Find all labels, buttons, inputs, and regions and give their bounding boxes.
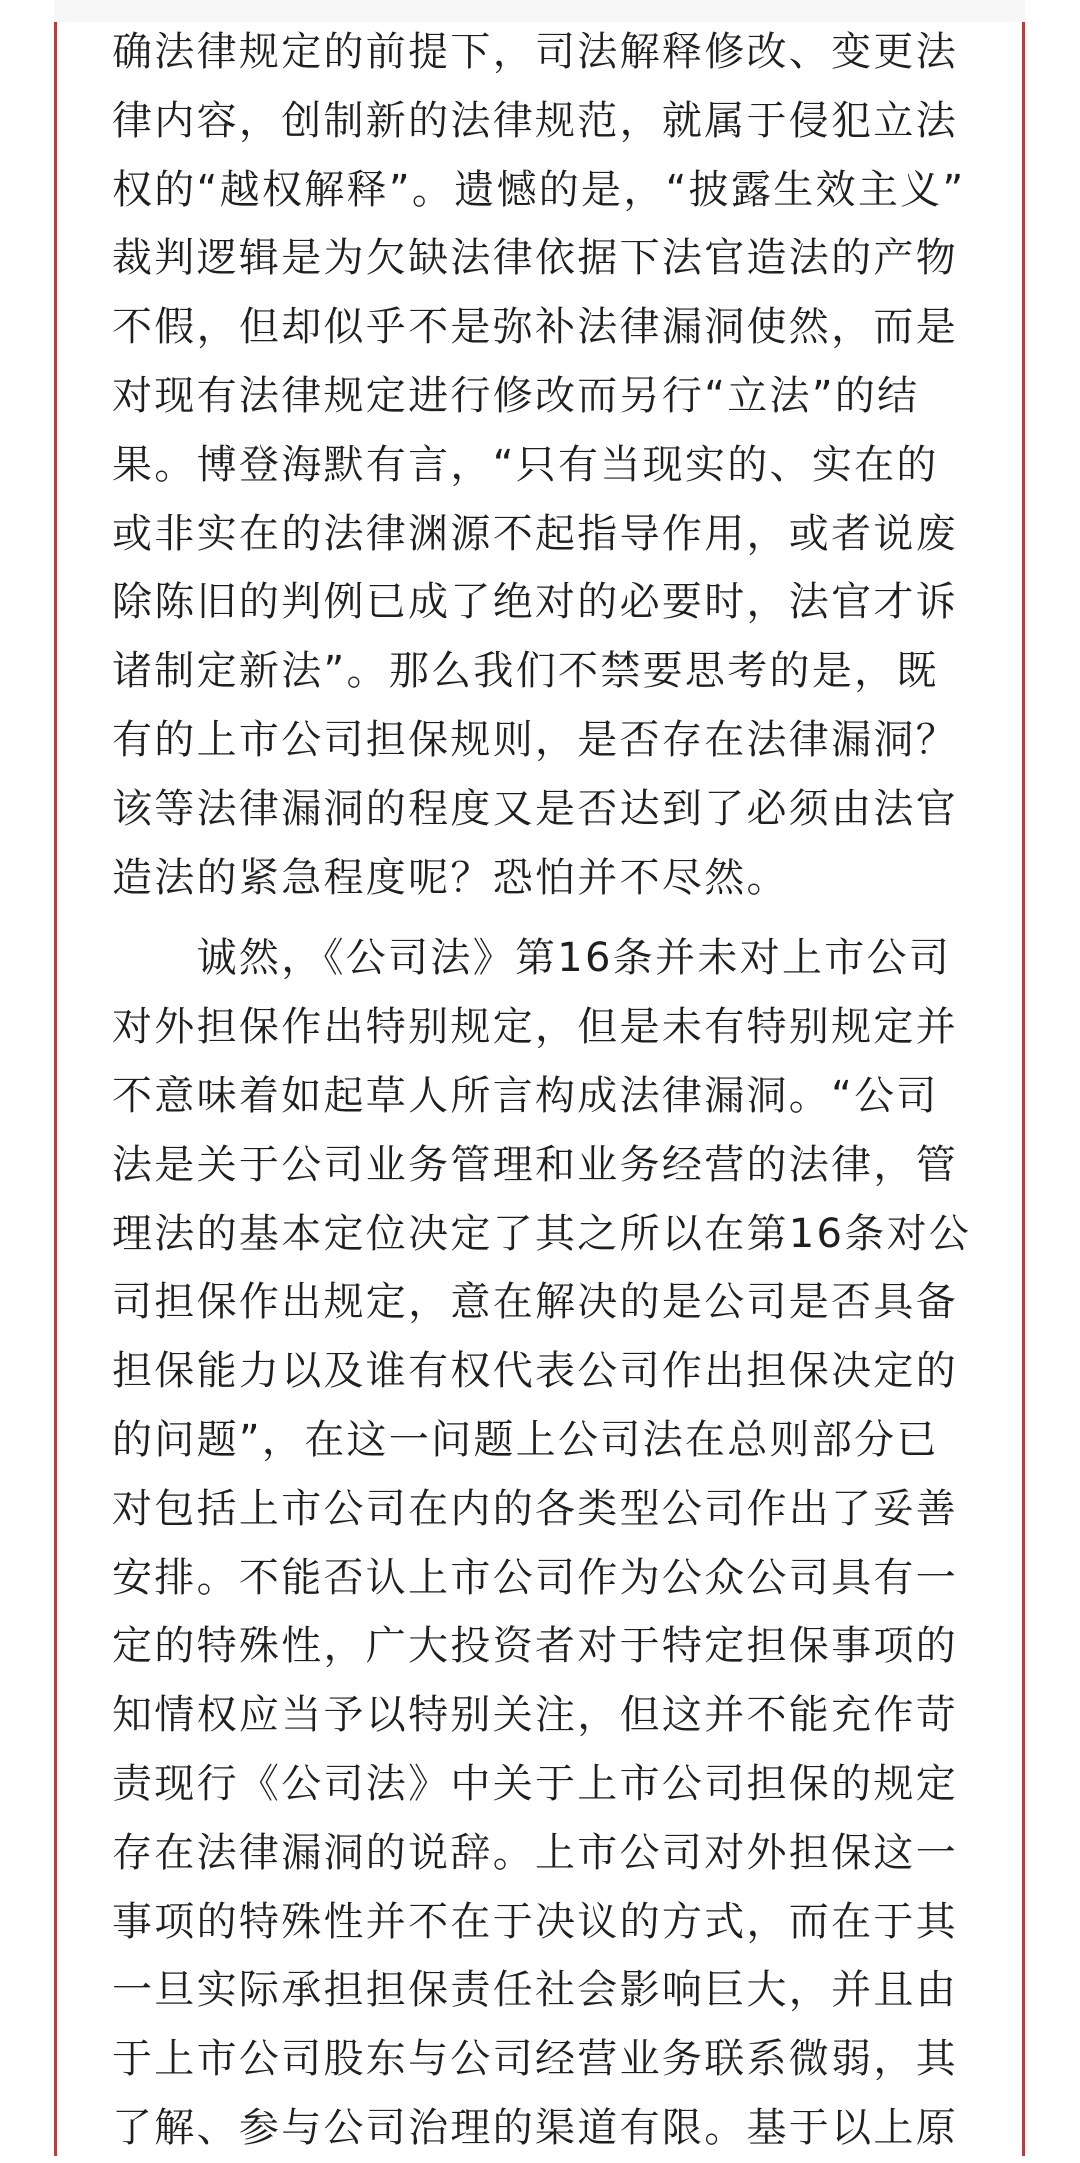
text-line: 对外担保作出特别规定，但是未有特别规定并 — [112, 1004, 958, 1051]
text-line: 该等法律漏洞的程度又是否达到了必须由法官 — [112, 785, 958, 832]
paragraph-gap — [112, 912, 972, 924]
text-line: 于上市公司股东与公司经营业务联系微弱，其 — [112, 2036, 958, 2083]
text-line: 裁判逻辑是为欠缺法律依据下法官造法的产物 — [112, 235, 958, 282]
text-line: 担保能力以及谁有权代表公司作出担保决定的 — [112, 1348, 958, 1395]
paragraph-start-line: 诚然，《公司法》第16条并未对上市公司 — [112, 935, 952, 982]
article-body — [112, 18, 972, 2163]
text-line: 知情权应当予以特别关注，但这并不能充作苛 — [112, 1692, 958, 1739]
text-line: 不意味着如起草人所言构成法律漏洞。“公司 — [112, 1072, 939, 1119]
left-border-rule — [54, 22, 57, 2156]
text-line: 果。博登海默有言，“只有当现实的、实在的 — [112, 441, 939, 488]
text-line: 权的“越权解释”。遗憾的是，“披露生效主义” — [112, 166, 966, 213]
text-line: 的问题”，在这一问题上公司法在总则部分已 — [112, 1416, 939, 1463]
text-line: 司担保作出规定，意在解决的是公司是否具备 — [112, 1279, 958, 1326]
text-line: 对现有法律规定进行修改而另行“立法”的结 — [112, 372, 920, 419]
text-line: 有的上市公司担保规则，是否存在法律漏洞？ — [112, 716, 958, 763]
text-line: 不假，但却似乎不是弥补法律漏洞使然，而是 — [112, 304, 958, 351]
text-line: 存在法律漏洞的说辞。上市公司对外担保这一 — [112, 1829, 958, 1876]
text-line: 法是关于公司业务管理和业务经营的法律，管 — [112, 1141, 958, 1188]
text-line: 或非实在的法律渊源不起指导作用，或者说废 — [112, 510, 958, 557]
text-line: 一旦实际承担担保责任社会影响巨大，并且由 — [112, 1967, 958, 2014]
text-line: 安排。不能否认上市公司作为公众公司具有一 — [112, 1554, 958, 1601]
text-line: 责现行《公司法》中关于上市公司担保的规定 — [112, 1760, 958, 1807]
text-line: 确法律规定的前提下，司法解释修改、变更法 — [112, 29, 958, 75]
text-line: 诸制定新法”。那么我们不禁要思考的是，既 — [112, 648, 939, 695]
right-border-rule — [1022, 22, 1025, 2156]
text-line: 律内容，创制新的法律规范，就属于侵犯立法 — [112, 97, 958, 144]
text-line: 对包括上市公司在内的各类型公司作出了妥善 — [112, 1485, 958, 1532]
text-line: 造法的紧急程度呢？恐怕并不尽然。 — [112, 854, 789, 901]
text-line: 理法的基本定位决定了其之所以在第16条对公 — [112, 1210, 972, 1257]
text-line: 定的特殊性，广大投资者对于特定担保事项的 — [112, 1623, 958, 1670]
text-line: 除陈旧的判例已成了绝对的必要时，法官才诉 — [112, 579, 958, 626]
text-line: 事项的特殊性并不在于决议的方式，而在于其 — [112, 1898, 958, 1945]
text-line: 了解、参与公司治理的渠道有限。基于以上原 — [112, 2104, 958, 2151]
